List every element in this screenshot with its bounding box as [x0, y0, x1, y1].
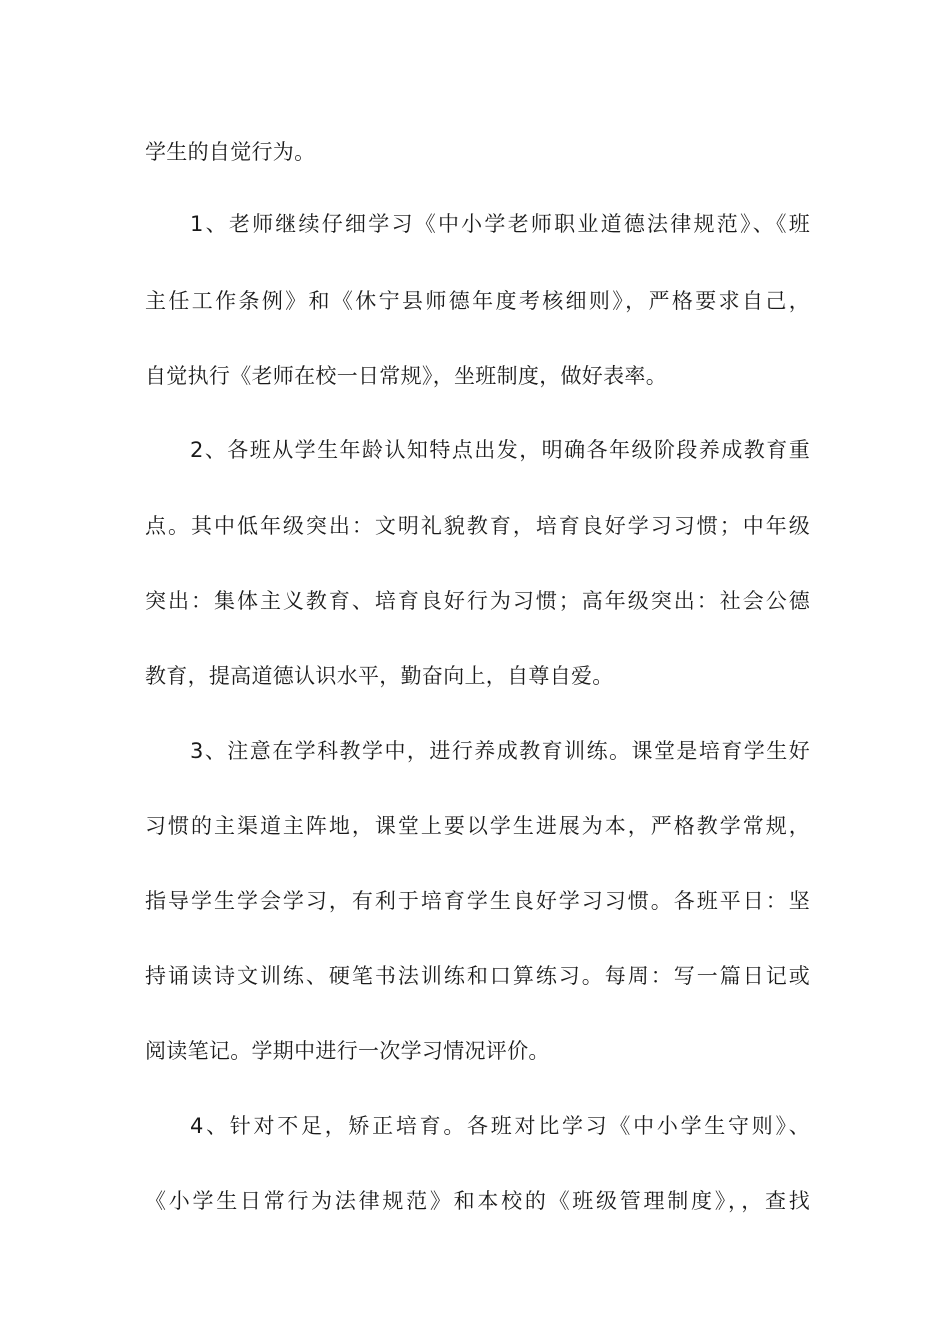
paragraph-line: 3、注意在学科教学中，进行养成教育训练。课堂是培育学生好 [190, 739, 810, 763]
paragraph-line: 习惯的主渠道主阵地，课堂上要以学生进展为本，严格教学常规， [145, 814, 810, 838]
paragraph-line: 学生的自觉行为。 [145, 140, 316, 164]
paragraph-line: 《小学生日常行为法律规范》和本校的《班级管理制度》，，查找 [145, 1189, 810, 1213]
paragraph-line: 指导学生学会学习，有利于培育学生良好学习习惯。各班平日：坚 [145, 889, 810, 913]
paragraph-line: 1、老师继续仔细学习《中小学老师职业道德法律规范》、《班 [190, 212, 810, 236]
paragraph-line: 主任工作条例》和《休宁县师德年度考核细则》，严格要求自己， [145, 289, 810, 313]
paragraph-line: 4、针对不足，矫正培育。各班对比学习《中小学生守则》、 [190, 1114, 810, 1138]
paragraph-line: 点。其中低年级突出：文明礼貌教育，培育良好学习习惯；中年级 [145, 514, 810, 538]
paragraph-line: 持诵读诗文训练、硬笔书法训练和口算练习。每周：写一篇日记或 [145, 964, 810, 988]
paragraph-line: 自觉执行《老师在校一日常规》，坐班制度，做好表率。 [145, 364, 667, 388]
paragraph-line: 教育，提高道德认识水平，勤奋向上，自尊自爱。 [145, 664, 614, 688]
paragraph-line: 突出：集体主义教育、培育良好行为习惯；高年级突出：社会公德 [145, 589, 810, 613]
paragraph-line: 阅读笔记。学期中进行一次学习情况评价。 [145, 1039, 550, 1063]
paragraph-line: 2、各班从学生年龄认知特点出发，明确各年级阶段养成教育重 [190, 438, 810, 462]
